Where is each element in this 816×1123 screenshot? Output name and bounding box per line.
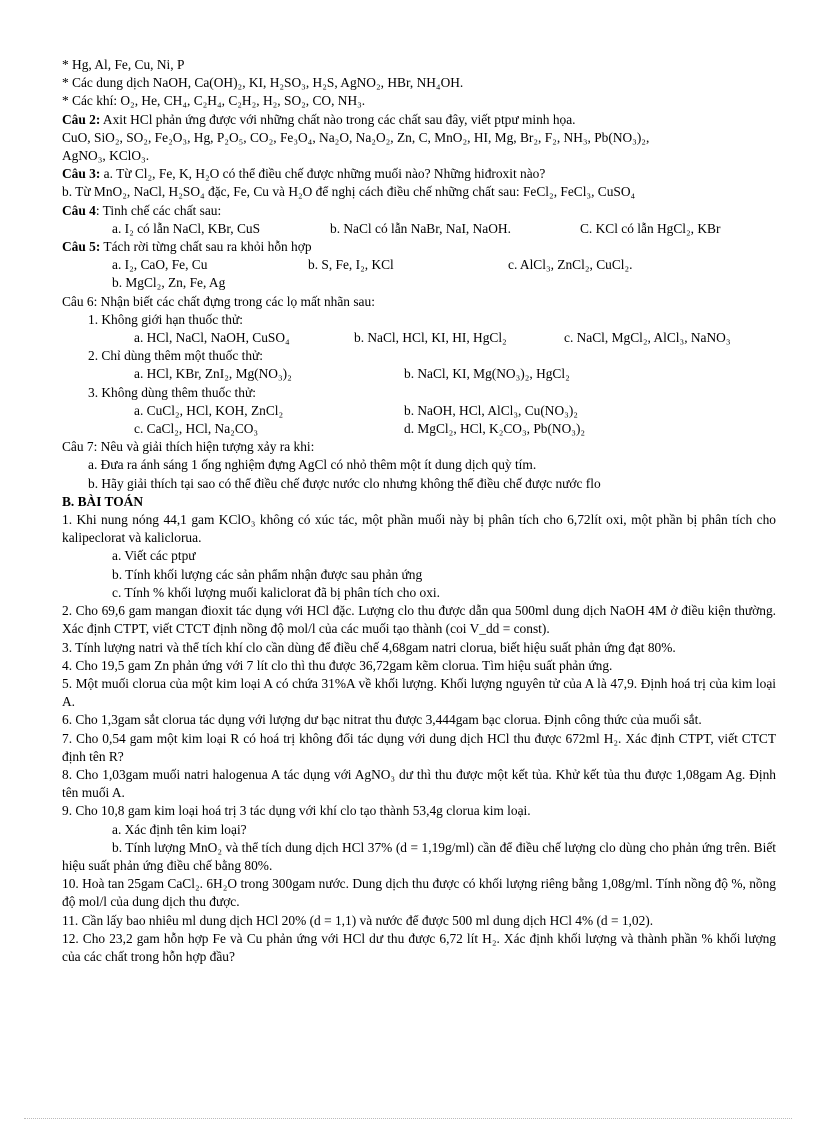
problem-11: 11. Cần lấy bao nhiêu ml dung dịch HCl 20% (d = 1,1) và nước để được 500 ml dung dịch HCl 4% (d = 1,02).	[62, 912, 654, 928]
question-4	[62, 202, 776, 220]
question-7: Câu 7: Nêu và giải thích hiện tượng xảy ra khi:	[62, 439, 315, 455]
option: b. Hãy giải thích tại sao có thể điều chế được nước clo nhưng không thể điều chế được nước flo	[88, 475, 601, 491]
option: a. HCl, NaCl, NaOH, CuSO₄	[134, 330, 290, 346]
problem-2: 2. Cho 69,6 gam mangan đioxit tác dụng với HCl đặc. Lượng clo thu được dẫn qua 500ml dung dịch NaOH 4M ở điều kiện thường. Xác định CTPT, viết CTCT định nồng độ mol/l của các muối tạo thành (coi V_dd = const).	[62, 603, 776, 637]
option: a. I₂ có lẫn NaCl, KBr, CuS	[112, 220, 261, 236]
question-6: Câu 6: Nhận biết các chất đựng trong các lọ mất nhãn sau:	[62, 293, 375, 309]
question-label: Câu 4	[62, 202, 96, 218]
option: b. NaCl, HCl, KI, HI, HgCl₂	[354, 330, 507, 346]
problem-6: 6. Cho 1,3gam sắt clorua tác dụng với lượng dư bạc nitrat thu được 3,444gam bạc clorua. Định công thức của muối sắt.	[62, 712, 702, 728]
text-line: b. Từ MnO₂, NaCl, H₂SO₄ đặc, Fe, Cu và H₂O để nghị cách điều chế những chất sau: FeCl₂, FeCl₃, CuSO₄	[62, 184, 636, 200]
option-row	[62, 420, 776, 438]
sub-item: a. Xác định tên kim loại?	[112, 821, 247, 837]
problem-8: 8. Cho 1,03gam muối natri halogenua A tác dụng với AgNO₃ dư thì thu được một kết tủa. Khử kết tủa thu được 1,08gam Ag. Định tên muối A.	[62, 766, 776, 801]
option: C. KCl có lẫn HgCl₂, KBr	[580, 220, 721, 236]
problem-12: 12. Cho 23,2 gam hỗn hợp Fe và Cu phản ứng với HCl dư thu được 6,72 lít H₂. Xác định khối lượng và thành phần % khối lượng của các chất trong hỗn hợp đầu?	[62, 930, 776, 964]
option: b. NaCl, KI, Mg(NO₃)₂, HgCl₂	[404, 366, 570, 382]
problem-3: 3. Tính lượng natri và thể tích khí clo cần dùng để điều chế 4,68gam natri clorua, biết hiệu suất phản ứng đạt 80%.	[62, 639, 676, 655]
option-row	[62, 365, 776, 383]
question-text: Tách rời từng chất sau ra khỏi hỗn hợp	[100, 239, 312, 255]
option: a. I₂, CaO, Fe, Cu	[112, 257, 208, 273]
section-heading: B. BÀI TOÁN	[62, 493, 143, 509]
problem-7: 7. Cho 0,54 gam một kim loại R có hoá trị không đổi tác dụng với dung dịch HCl thu được 672ml H₂. Xác định CTPT, viết CTCT định tên R?	[62, 730, 776, 764]
question-label: Câu 5:	[62, 239, 101, 255]
option-row	[62, 256, 776, 274]
sub-heading: 1. Không giới hạn thuốc thử:	[88, 311, 243, 327]
option-row	[62, 329, 776, 347]
document-page	[62, 56, 776, 966]
question-text: Axit HCl phản ứng được với những chất nào trong các chất sau đây, viết ptpư minh họa.	[100, 111, 576, 127]
sub-item: b. Tính lượng MnO₂ và thể tích dung dịch HCl 37% (d = 1,19g/ml) cần để điều chế lượng clo dùng cho phản ứng trên. Biết hiệu suất phản ứng điều chế bằng 80%.	[62, 839, 776, 873]
sub-item: a. Viết các ptpư	[112, 548, 196, 564]
text-line: * Các khí: O₂, He, CH₄, C₂H₄, C₂H₂, H₂, SO₂, CO, NH₃.	[62, 93, 366, 109]
text-line: * Các dung dịch NaOH, Ca(OH)₂, KI, H₂SO₃, H₂S, AgNO₂, HBr, NH₄OH.	[62, 75, 464, 91]
problem-10: 10. Hoà tan 25gam CaCl₂. 6H₂O trong 300gam nước. Dung dịch thu được có khối lượng riêng bằng 1,08g/ml. Tính nồng độ %, nồng độ mol/l của dung dịch thu được.	[62, 876, 776, 910]
text-line: AgNO₃, KClO₃.	[62, 148, 150, 164]
text-line: * Hg, Al, Fe, Cu, Ni, P	[62, 57, 185, 72]
sub-heading: 2. Chỉ dùng thêm một thuốc thử:	[88, 348, 264, 364]
option: c. CaCl₂, HCl, Na₂CO₃	[134, 421, 259, 437]
problem-9: 9. Cho 10,8 gam kim loại hoá trị 3 tác dụng với khí clo tạo thành 53,4g clorua kim loại.	[62, 803, 531, 819]
option-row	[62, 402, 776, 420]
problem-4: 4. Cho 19,5 gam Zn phản ứng với 7 lít clo thì thu được 36,72gam kẽm clorua. Tìm hiệu suất phản ứng.	[62, 657, 613, 673]
option: c. AlCl₃, ZnCl₂, CuCl₂.	[508, 257, 633, 273]
option: b. S, Fe, I₂, KCl	[308, 257, 394, 273]
option: b. NaOH, HCl, AlCl₃, Cu(NO₃)₂	[404, 402, 578, 418]
sub-item: b. Tính khối lượng các sản phẩm nhận được sau phản ứng	[112, 566, 423, 582]
question-text: : Tinh chế các chất sau:	[95, 202, 222, 218]
question-3	[62, 165, 776, 183]
problem-5: 5. Một muối clorua của một kim loại A có chứa 31%A về khối lượng. Khối lượng nguyên tử của A là 47,9. Định hoá trị của kim loại A.	[62, 675, 776, 710]
text-line: CuO, SiO₂, SO₂, Fe₂O₃, Hg, P₂O₅, CO₂, Fe₃O₄, Na₂O, Na₂O₂, Zn, C, MnO₂, HI, Mg, Br₂, F₂, NH₃, Pb(NO₃)₂,	[62, 129, 650, 145]
option: a. CuCl₂, HCl, KOH, ZnCl₂	[134, 402, 284, 418]
question-label: Câu 2:	[62, 111, 101, 127]
sub-heading: 3. Không dùng thêm thuốc thử:	[88, 384, 256, 400]
option-row	[62, 220, 776, 238]
page-bottom-divider	[24, 1118, 792, 1119]
problem-1: 1. Khi nung nóng 44,1 gam KClO₃ không có xúc tác, một phần muối này bị phân tích cho 6,72lít oxi, một phần bị phân tích cho kalipeclorat và kaliclorua.	[62, 512, 776, 546]
question-text: a. Từ Cl₂, Fe, K, H₂O có thể điều chế được những muối nào? Những hiđroxit nào?	[100, 166, 546, 182]
question-2	[62, 111, 776, 129]
option: b. NaCl có lẫn NaBr, NaI, NaOH.	[330, 220, 511, 236]
option: d. MgCl₂, HCl, K₂CO₃, Pb(NO₃)₂	[404, 421, 586, 437]
option: a. HCl, KBr, ZnI₂, Mg(NO₃)₂	[134, 366, 292, 382]
sub-item: c. Tính % khối lượng muối kaliclorat đã bị phân tích cho oxi.	[112, 584, 440, 600]
question-label: Câu 3:	[62, 166, 101, 182]
option: a. Đưa ra ánh sáng 1 ống nghiệm đựng AgCl có nhỏ thêm một ít dung dịch quỳ tím.	[88, 457, 537, 473]
question-5	[62, 238, 776, 256]
option: b. MgCl₂, Zn, Fe, Ag	[112, 275, 226, 291]
option: c. NaCl, MgCl₂, AlCl₃, NaNO₃	[564, 330, 731, 346]
